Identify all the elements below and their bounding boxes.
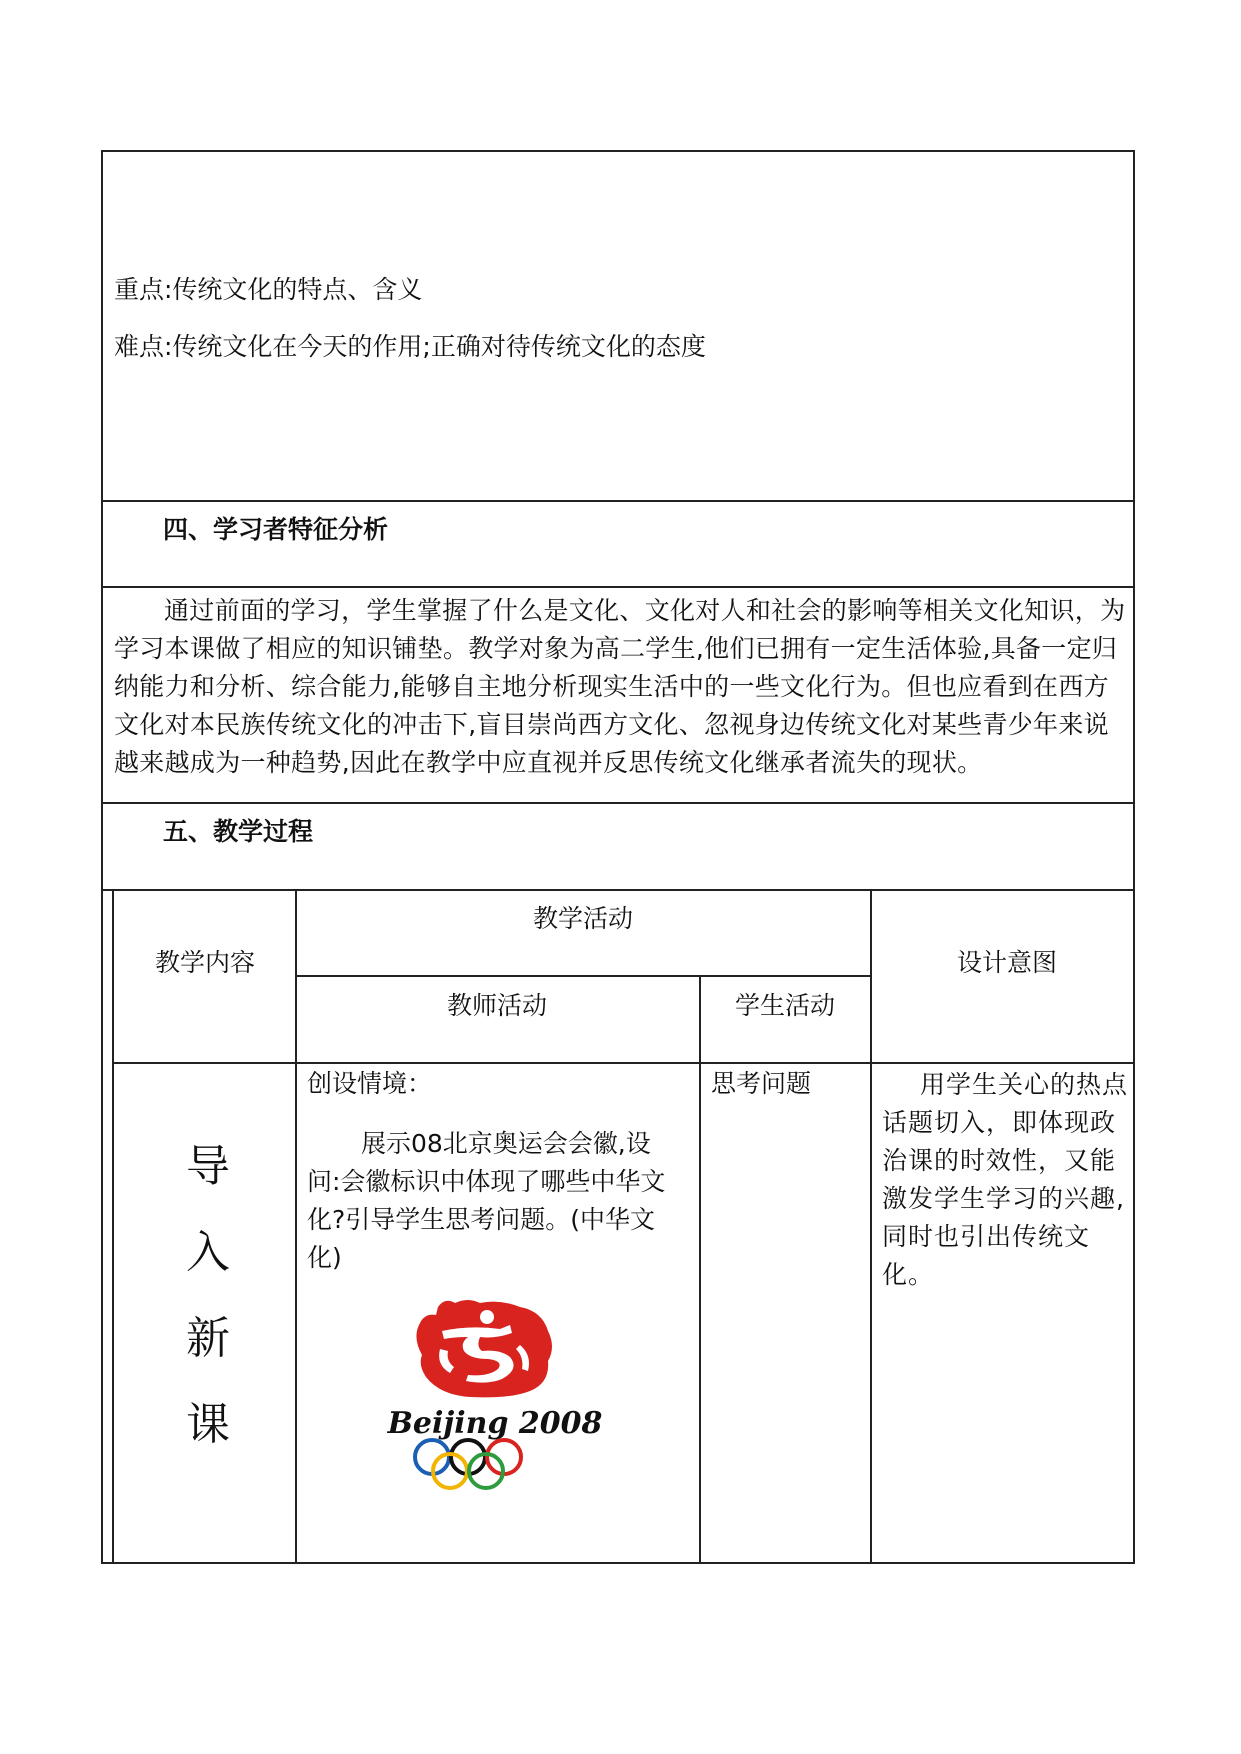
difficult-point-text: 难点:传统文化在今天的作用;正确对待传统文化的态度 — [114, 332, 706, 361]
key-point-text: 重点:传统文化的特点、含义 — [114, 275, 423, 304]
teacher-activity-title: 创设情境： — [307, 1069, 433, 1098]
header-intent: 设计意图 — [957, 948, 1058, 977]
emblem-text: Beijing 2008 — [387, 1406, 603, 1441]
header-content: 教学内容 — [155, 948, 256, 977]
content-char: 入 — [186, 1227, 230, 1278]
table-col-divider — [870, 889, 872, 1564]
content-char: 导 — [186, 1141, 230, 1192]
row-divider — [101, 586, 1135, 588]
learner-analysis-paragraph: 通过前面的学习，学生掌握了什么是文化、文化对人和社会的影响等相关文化知识，为学习本课做了相应的知识铺垫。教学对象为高二学生,他们已拥有一定生活体验,具备一定归纳能力和分析、综合能力,能够自主地分析现实生活中的一些文化行为。但也应看到在西方文化对本民族传统文化的冲击下,盲目崇尚西方文化、忽视身边传统文化对某些青少年来说越来越成为一种趋势,因此在教学中应直视并反思传统文化继承者流失的现状。 — [114, 596, 1126, 777]
content-char: 新 — [186, 1313, 230, 1364]
table-bottom-border — [101, 1562, 1135, 1564]
table-left-border-outer — [101, 889, 103, 1564]
header-teacher: 教师活动 — [447, 991, 548, 1020]
table-header-bottom — [112, 1062, 1135, 1064]
table-subheader-divider — [295, 975, 871, 977]
content-char: 课 — [186, 1399, 230, 1450]
olympic-emblem-icon — [370, 1295, 620, 1495]
header-student: 学生活动 — [735, 991, 836, 1020]
table-col-divider — [295, 889, 297, 1564]
table-top-border — [101, 889, 1135, 891]
frame-left-border — [101, 150, 103, 892]
row-divider — [101, 500, 1135, 502]
table-left-border — [112, 889, 114, 1564]
frame-top-border — [101, 150, 1135, 152]
design-intent-text: 用学生关心的热点话题切入，即体现政治课的时效性，又能激发学生学习的兴趣,同时也引出传统文化。 — [882, 1070, 1129, 1289]
teacher-activity-body: 展示08北京奥运会会徽,设问:会徽标识中体现了哪些中华文化?引导学生思考问题。(中华文化) — [307, 1129, 666, 1272]
frame-right-border — [1133, 150, 1135, 1564]
student-activity-text: 思考问题 — [711, 1069, 812, 1098]
section4-heading: 四、学习者特征分析 — [163, 515, 389, 544]
beijing-2008-emblem — [370, 1295, 620, 1495]
header-activities: 教学活动 — [533, 904, 634, 933]
row-divider — [101, 802, 1135, 804]
section5-heading: 五、教学过程 — [163, 817, 314, 846]
